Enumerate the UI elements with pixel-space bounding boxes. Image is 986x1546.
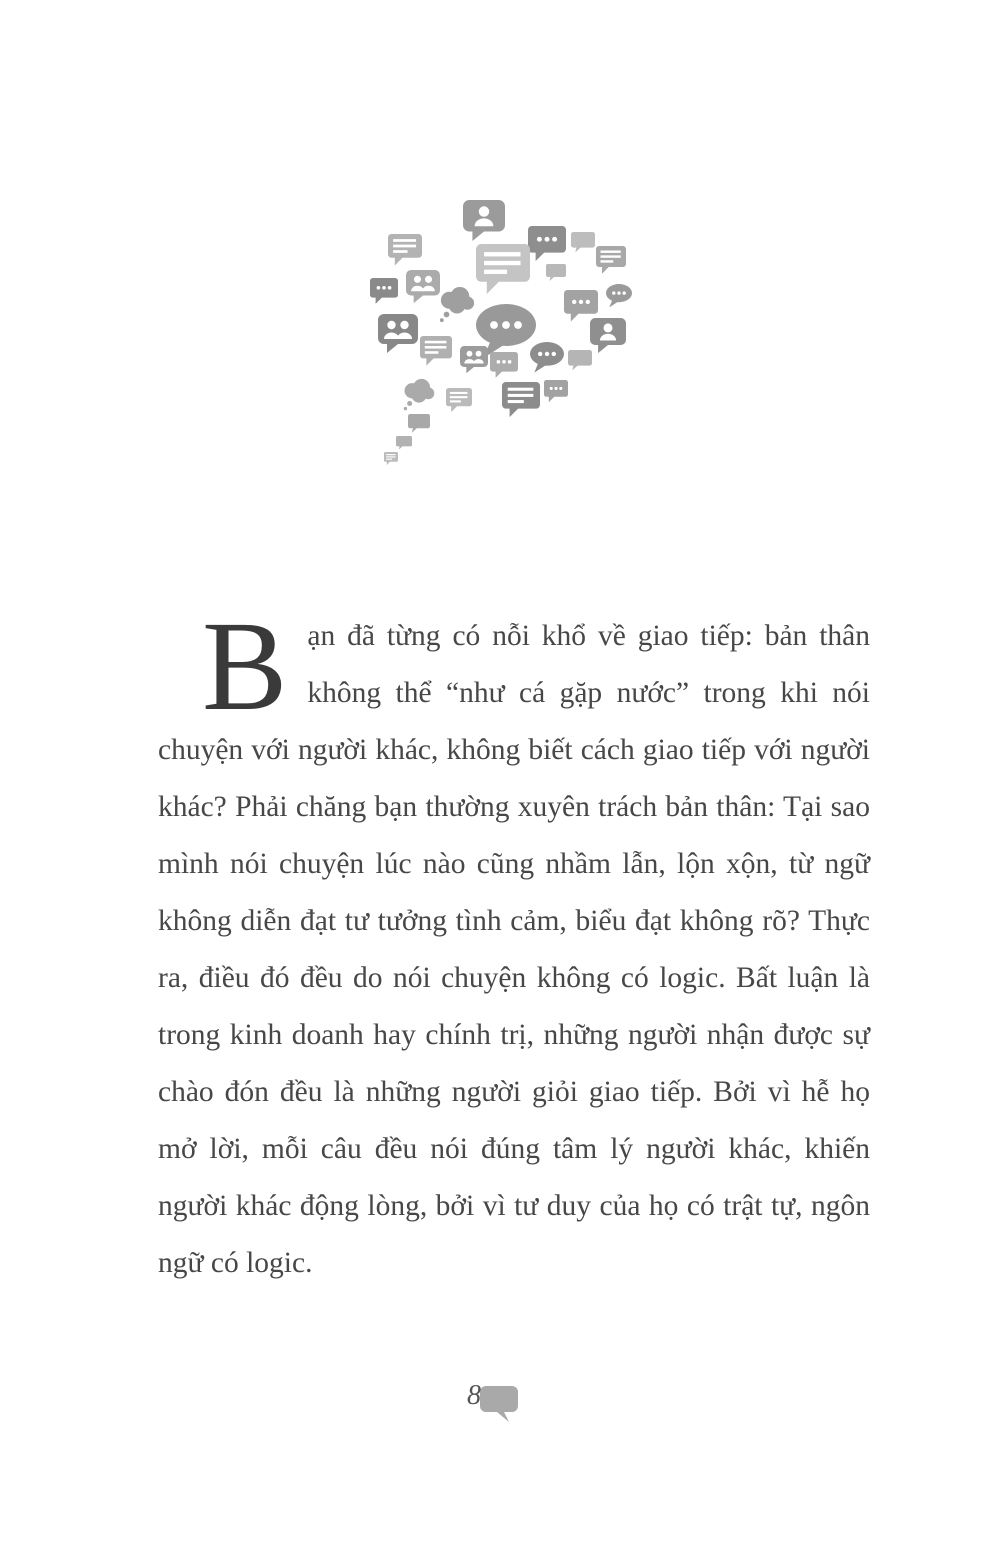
speech-bubble-collage-icon — [368, 186, 656, 474]
page-number-bubble-icon — [479, 1384, 519, 1424]
page-footer — [0, 1378, 986, 1430]
page-number: 8 — [467, 1380, 481, 1411]
body-text — [158, 595, 870, 1292]
drop-cap: B — [202, 595, 288, 737]
paragraph — [158, 595, 870, 1292]
page-number-badge — [461, 1378, 525, 1430]
speech-bubble-collage-illustration — [368, 186, 656, 474]
paragraph-text: ạn đã từng có nỗi khổ về giao tiếp: bản thân không thể “như cá gặp nước” trong khi nói chuyện với người khác, không biết cách giao tiếp với người khác? Phải chăng bạn thường xuyên trách bản thân: Tại sao mình nói chuyện lúc nào cũng nhầm lẫn, lộn xộn, từ ngữ không diễn đạt tư tưởng tình cảm, biểu đạt không rõ? Thực ra, điều đó đều do nói chuyện không có logic. Bất luận là trong kinh doanh hay chính trị, những người nhận được sự chào đón đều là những người giỏi giao tiếp. Bởi vì hễ họ mở lời, mỗi câu đều nói đúng tâm lý người khác, khiến người khác động lòng, bởi vì tư duy của họ có trật tự, ngôn ngữ có logic. — [158, 620, 870, 1279]
